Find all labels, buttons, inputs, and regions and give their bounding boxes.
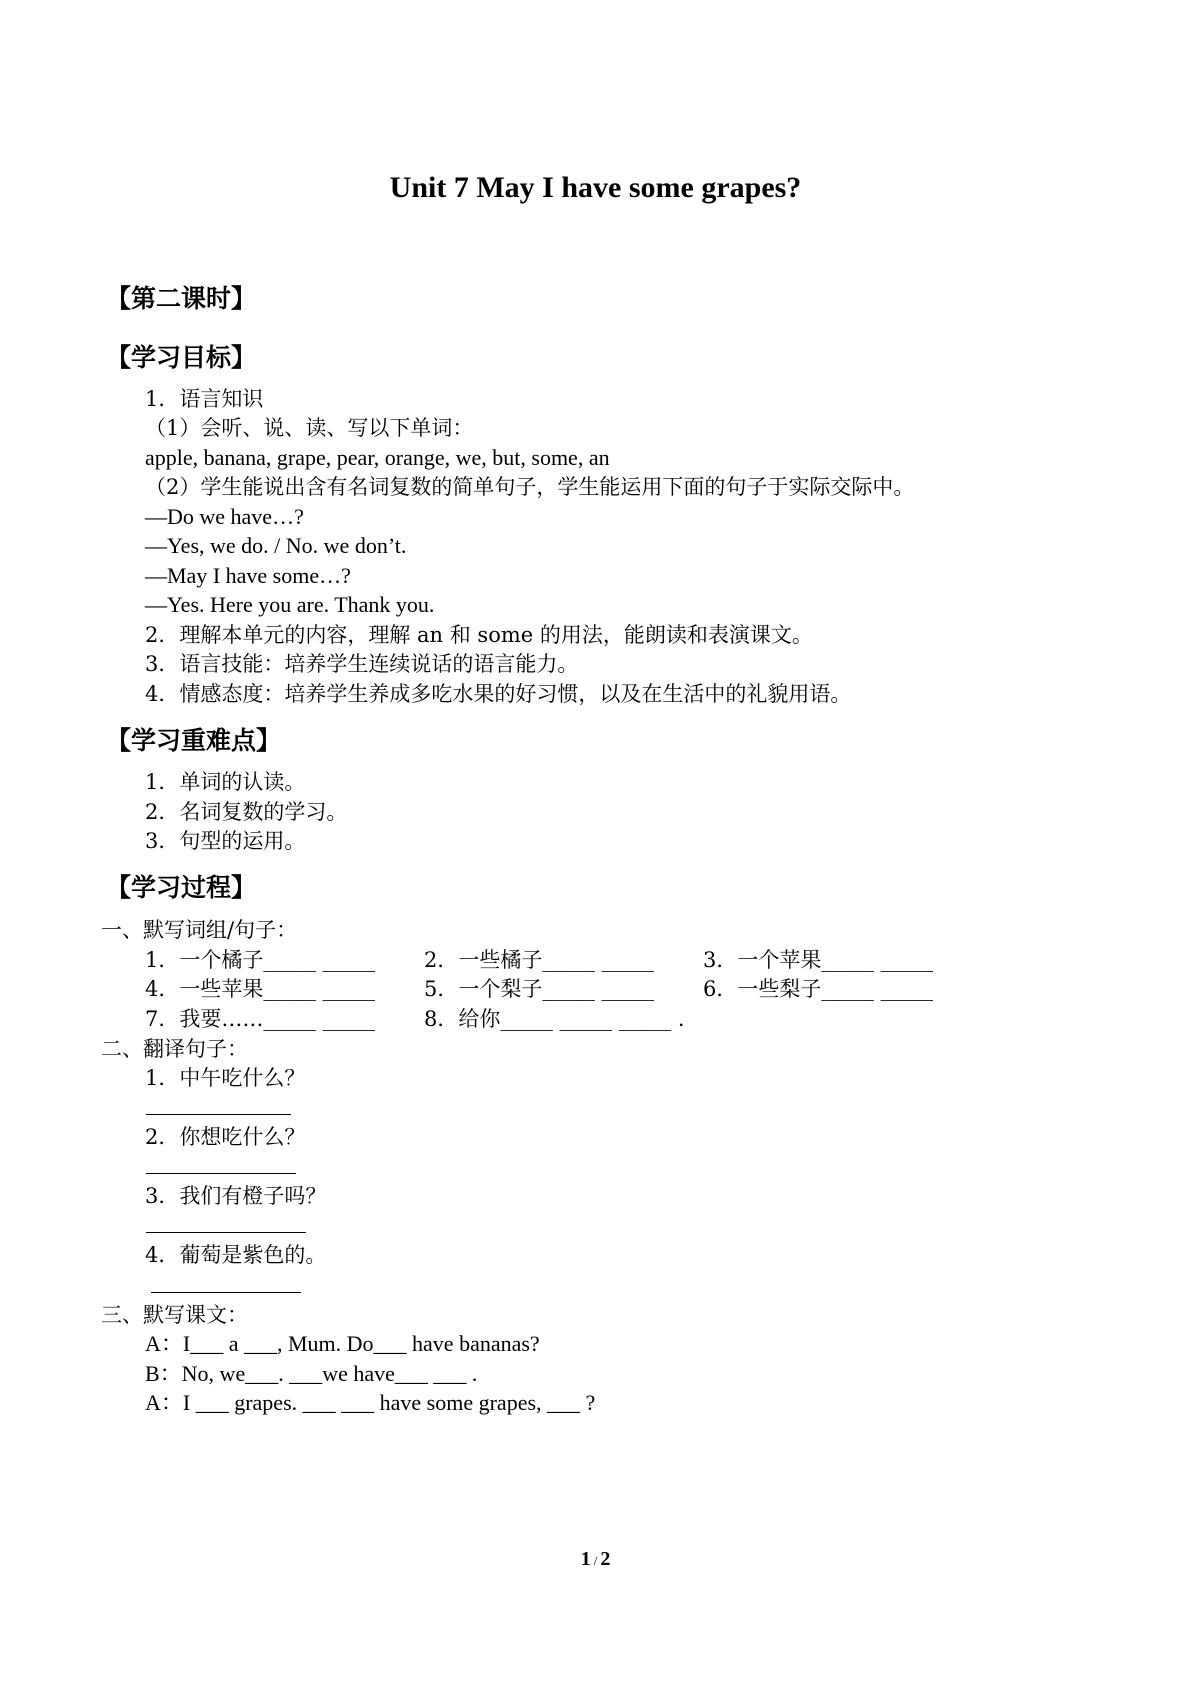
text-line: A：I___ a ___, Mum. Do___ have bananas? [145, 1331, 540, 1356]
key-points-heading: 【学习重难点】 [106, 726, 282, 755]
objectives-heading: 【学习目标】 [106, 343, 257, 372]
translate-question: 4．葡萄是紫色的。 [145, 1243, 327, 1267]
exercise-item: 3．一个苹果_____ _____ [703, 948, 934, 972]
translate-question: 3．我们有橙子吗？ [145, 1184, 327, 1208]
objective-1a: （1）会听、说、读、写以下单词： [145, 416, 474, 440]
page-separator: / [593, 1553, 598, 1568]
current-page: 1 [580, 1548, 591, 1570]
part3-heading: 三、默写课文： [101, 1303, 248, 1327]
translate-question: 1．中午吃什么？ [145, 1066, 306, 1090]
exercise-item: 8．给你_____ _____ _____ . [424, 1007, 685, 1031]
exercise-item: 7．我要……_____ _____ [145, 1007, 376, 1031]
exercise-item: 2．一些橘子_____ _____ [424, 948, 655, 972]
objective-2: 2．理解本单元的内容，理解 an 和 some 的用法，能朗读和表演课文。 [145, 623, 813, 647]
key-point-1: 1．单词的认读。 [145, 770, 306, 794]
objective-1: 1．语言知识 [145, 387, 264, 411]
vocabulary-words: apple, banana, grape, pear, orange, we, but, some, an [145, 445, 610, 470]
page-number [0, 1548, 1191, 1571]
answer-line[interactable] [146, 1173, 296, 1174]
dialogue-line: —Yes, we do. / No. we don’t. [145, 533, 407, 558]
objective-1b: （2）学生能说出含有名词复数的简单句子，学生能运用下面的句子于实际交际中。 [145, 475, 915, 499]
exercise-item: 1．一个橘子_____ _____ [145, 948, 376, 972]
translate-question: 2．你想吃什么？ [145, 1125, 306, 1149]
process-heading: 【学习过程】 [106, 873, 257, 902]
exercise-item: 4．一些苹果_____ _____ [145, 977, 376, 1001]
dialogue-line: —Yes. Here you are. Thank you. [145, 592, 435, 617]
dialogue-line: —May I have some…? [145, 563, 351, 588]
page-title: Unit 7 May I have some grapes? [389, 171, 802, 204]
text-line: B：No, we___. ___we have___ ___ . [145, 1361, 478, 1386]
part1-heading: 一、默写词组/句子： [101, 918, 298, 942]
objective-4: 4．情感态度：培养学生养成多吃水果的好习惯，以及在生活中的礼貌用语。 [145, 682, 852, 706]
lesson-heading: 【第二课时】 [106, 284, 257, 313]
text-line: A：I ___ grapes. ___ ___ have some grapes, ___ ? [145, 1390, 596, 1415]
answer-line[interactable] [151, 1292, 301, 1293]
total-pages: 2 [600, 1548, 611, 1570]
dialogue-line: —Do we have…? [145, 504, 304, 529]
key-point-2: 2．名词复数的学习。 [145, 800, 348, 824]
answer-line[interactable] [146, 1114, 291, 1115]
part2-heading: 二、翻译句子： [101, 1037, 248, 1061]
objective-3: 3．语言技能：培养学生连续说话的语言能力。 [145, 652, 579, 676]
exercise-item: 6．一些梨子_____ _____ [703, 977, 934, 1001]
key-point-3: 3．句型的运用。 [145, 829, 306, 853]
exercise-item: 5．一个梨子_____ _____ [424, 977, 655, 1001]
answer-line[interactable] [146, 1232, 306, 1233]
